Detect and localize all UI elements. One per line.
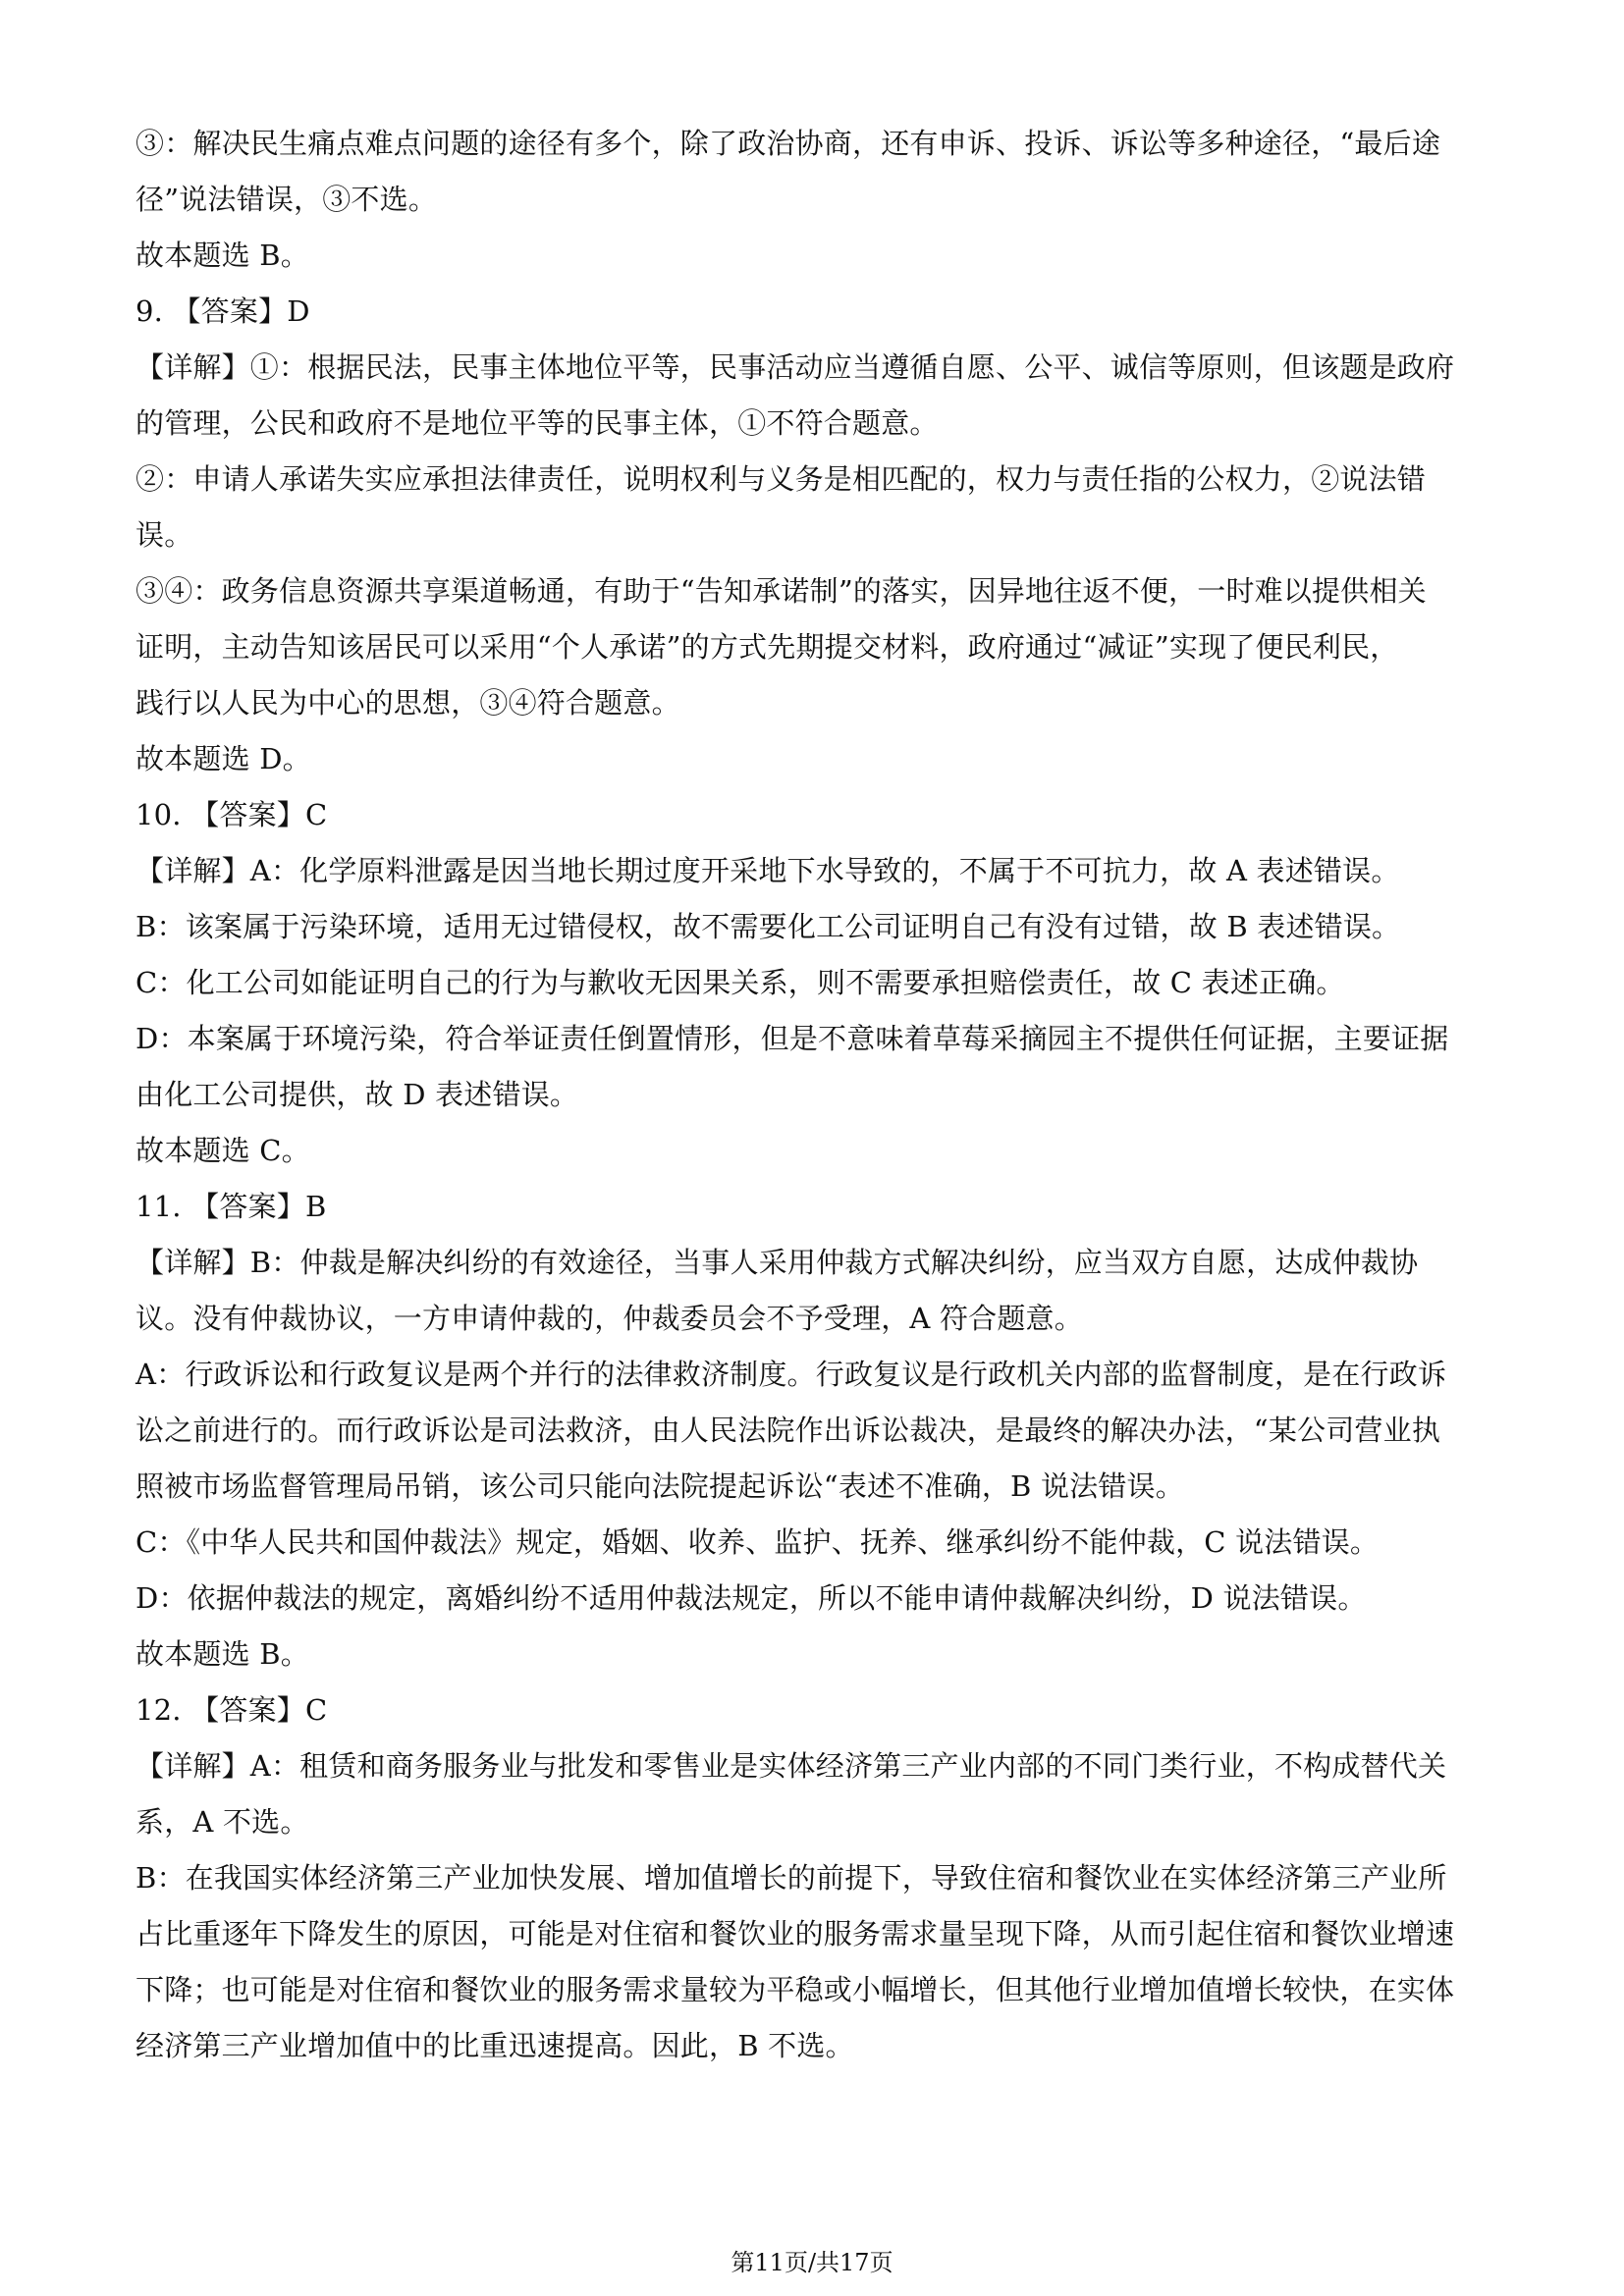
text-line: 故本题选 B。 xyxy=(135,1637,309,1671)
text-line: 误。 xyxy=(135,518,193,552)
text-line: 经济第三产业增加值中的比重迅速提高。因此，B 不选。 xyxy=(135,2029,854,2062)
answer-heading-9: 9. 【答案】D xyxy=(135,294,310,328)
text-line: 故本题选 D。 xyxy=(135,742,311,775)
text-line: 讼之前进行的。而行政诉讼是司法救济，由人民法院作出诉讼裁决，是最终的解决办法，“某公司营业执 xyxy=(135,1414,1441,1447)
answer-heading-11: 11. 【答案】B xyxy=(135,1190,327,1223)
text-line: B：该案属于污染环境，适用无过错侵权，故不需要化工公司证明自己有没有过错，故 B 表述错误。 xyxy=(135,910,1401,943)
document-body xyxy=(135,116,1479,2074)
text-line: 径”说法错误，③不选。 xyxy=(135,183,438,216)
text-line: 【详解】①：根据民法，民事主体地位平等，民事活动应当遵循自愿、公平、诚信等原则，但该题是政府 xyxy=(135,350,1455,384)
text-line: 的管理，公民和政府不是地位平等的民事主体，①不符合题意。 xyxy=(135,406,939,440)
text-line: 由化工公司提供，故 D 表述错误。 xyxy=(135,1078,579,1111)
text-line: 下降；也可能是对住宿和餐饮业的服务需求量较为平稳或小幅增长，但其他行业增加值增长较快，在实体 xyxy=(135,1973,1455,2006)
text-line: 【详解】B：仲裁是解决纠纷的有效途径，当事人采用仲裁方式解决纠纷，应当双方自愿，达成仲裁协 xyxy=(135,1246,1419,1279)
answer-heading-10: 10. 【答案】C xyxy=(135,798,328,831)
answer-heading-12: 12. 【答案】C xyxy=(135,1693,328,1727)
text-line: ③④：政务信息资源共享渠道畅通，有助于“告知承诺制”的落实，因异地往返不便，一时难以提供相关 xyxy=(135,574,1427,608)
text-line: 践行以人民为中心的思想，③④符合题意。 xyxy=(135,686,680,720)
text-line: A：行政诉讼和行政复议是两个并行的法律救济制度。行政复议是行政机关内部的监督制度，是在行政诉 xyxy=(135,1358,1447,1391)
text-line: D：依据仲裁法的规定，离婚纠纷不适用仲裁法规定，所以不能申请仲裁解决纠纷，D 说法错误。 xyxy=(135,1581,1367,1615)
text-line: 故本题选 B。 xyxy=(135,239,309,272)
text-line: 【详解】A：租赁和商务服务业与批发和零售业是实体经济第三产业内部的不同门类行业，不构成替代关 xyxy=(135,1749,1447,1783)
text-line: 证明，主动告知该居民可以采用“个人承诺”的方式先期提交材料，政府通过“减证”实现了便民利民， xyxy=(135,630,1399,664)
text-line: 【详解】A：化学原料泄露是因当地长期过度开采地下水导致的，不属于不可抗力，故 A 表述错误。 xyxy=(135,854,1400,887)
text-line: 故本题选 C。 xyxy=(135,1134,310,1167)
text-line: 照被市场监督管理局吊销，该公司只能向法院提起诉讼“表述不准确，B 说法错误。 xyxy=(135,1469,1184,1503)
page-number-footer: 第11页/共17页 xyxy=(731,2249,893,2276)
text-line: ③：解决民生痛点难点问题的途径有多个，除了政治协商，还有申诉、投诉、诉讼等多种途径，“最后途 xyxy=(135,127,1441,160)
text-line: D：本案属于环境污染，符合举证责任倒置情形，但是不意味着草莓采摘园主不提供任何证据，主要证据 xyxy=(135,1022,1449,1055)
text-line: C：化工公司如能证明自己的行为与歉收无因果关系，则不需要承担赔偿责任，故 C 表述正确。 xyxy=(135,966,1345,999)
text-line: B：在我国实体经济第三产业加快发展、增加值增长的前提下，导致住宿和餐饮业在实体经济第三产业所 xyxy=(135,1861,1447,1895)
text-line: ②：申请人承诺失实应承担法律责任，说明权利与义务是相匹配的，权力与责任指的公权力，②说法错 xyxy=(135,462,1427,496)
text-line: 占比重逐年下降发生的原因，可能是对住宿和餐饮业的服务需求量呈现下降，从而引起住宿和餐饮业增速 xyxy=(135,1917,1455,1950)
text-line: C：《中华人民共和国仲裁法》规定，婚姻、收养、监护、抚养、继承纠纷不能仲裁，C 说法错误。 xyxy=(135,1525,1380,1559)
text-line: 系，A 不选。 xyxy=(135,1805,309,1839)
text-line: 议。没有仲裁协议，一方申请仲裁的，仲裁委员会不予受理，A 符合题意。 xyxy=(135,1302,1083,1335)
